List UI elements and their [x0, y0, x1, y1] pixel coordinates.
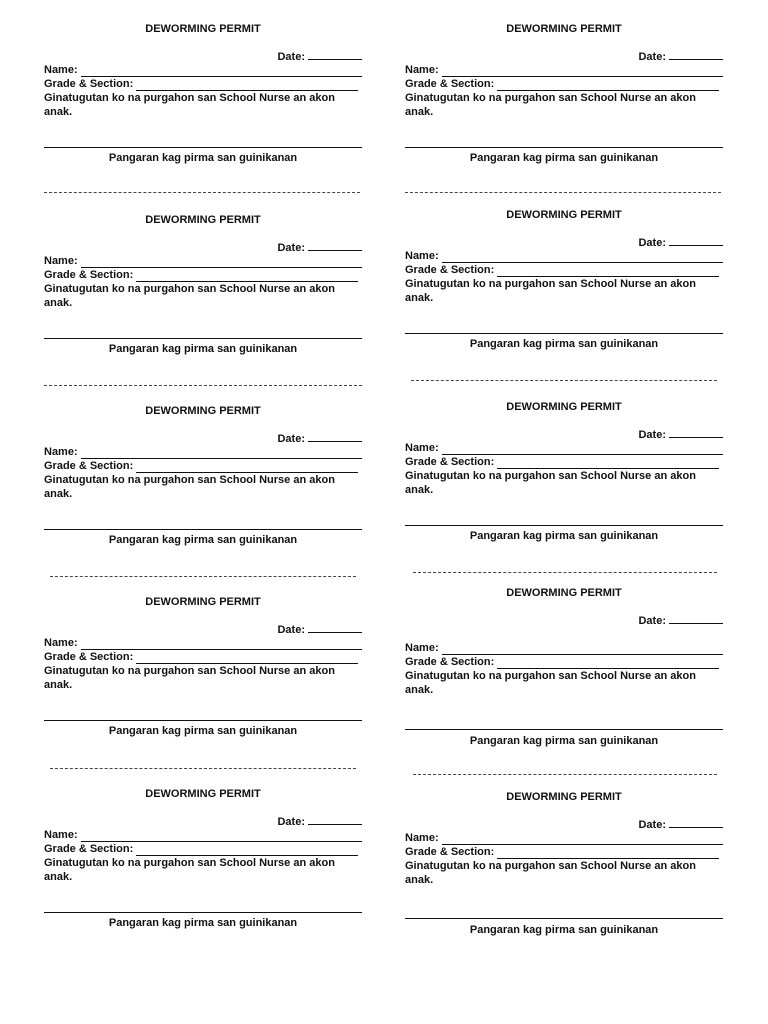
date-label: Date:	[638, 237, 666, 249]
grade-section-field	[405, 264, 723, 277]
grade-section-label: Grade & Section:	[405, 78, 495, 90]
consent-statement: Ginatugutan ko na purgahon san School Nurse an akon anak.	[405, 670, 696, 696]
signature-line[interactable]	[405, 147, 723, 148]
cut-line	[411, 380, 717, 381]
name-blank[interactable]	[442, 67, 723, 77]
name-label: Name:	[405, 250, 439, 262]
grade-section-blank[interactable]	[497, 659, 719, 669]
signature-label: Pangaran kag pirma san guinikanan	[108, 725, 298, 737]
name-field	[44, 637, 362, 650]
signature-label: Pangaran kag pirma san guinikanan	[108, 917, 298, 929]
consent-statement: Ginatugutan ko na purgahon san School Nurse an akon anak.	[44, 92, 335, 118]
permit-title: DEWORMING PERMIT	[145, 405, 261, 417]
name-blank[interactable]	[442, 253, 723, 263]
date-blank[interactable]	[669, 50, 723, 60]
grade-section-blank[interactable]	[497, 459, 719, 469]
deworming-permit-slip	[44, 214, 362, 374]
grade-section-field	[44, 651, 362, 664]
permit-title: DEWORMING PERMIT	[506, 791, 622, 803]
signature-label: Pangaran kag pirma san guinikanan	[108, 534, 298, 546]
date-blank[interactable]	[669, 614, 723, 624]
signature-label: Pangaran kag pirma san guinikanan	[469, 924, 659, 936]
name-field	[44, 829, 362, 842]
grade-section-label: Grade & Section:	[44, 651, 134, 663]
grade-section-blank[interactable]	[136, 81, 358, 91]
date-label: Date:	[277, 51, 305, 63]
date-blank[interactable]	[669, 236, 723, 246]
deworming-permit-slip	[405, 791, 723, 951]
grade-section-blank[interactable]	[497, 849, 719, 859]
date-label: Date:	[638, 819, 666, 831]
name-blank[interactable]	[81, 640, 362, 650]
deworming-permit-slip	[405, 23, 723, 183]
name-blank[interactable]	[81, 67, 362, 77]
signature-label: Pangaran kag pirma san guinikanan	[469, 152, 659, 164]
signature-label: Pangaran kag pirma san guinikanan	[469, 530, 659, 542]
grade-section-blank[interactable]	[136, 463, 358, 473]
date-field	[277, 815, 362, 829]
consent-statement: Ginatugutan ko na purgahon san School Nurse an akon anak.	[405, 470, 696, 496]
cut-line	[413, 774, 717, 775]
permit-title: DEWORMING PERMIT	[145, 23, 261, 35]
signature-line[interactable]	[44, 912, 362, 913]
name-blank[interactable]	[81, 449, 362, 459]
grade-section-field	[44, 78, 362, 91]
name-blank[interactable]	[442, 645, 723, 655]
grade-section-blank[interactable]	[136, 272, 358, 282]
name-field	[44, 446, 362, 459]
name-field	[405, 442, 723, 455]
deworming-permit-slip	[405, 401, 723, 561]
name-field	[405, 250, 723, 263]
date-blank[interactable]	[669, 818, 723, 828]
name-label: Name:	[405, 64, 439, 76]
deworming-permit-slip	[44, 788, 362, 948]
signature-line[interactable]	[405, 918, 723, 919]
name-label: Name:	[44, 637, 78, 649]
grade-section-label: Grade & Section:	[405, 656, 495, 668]
grade-section-field	[44, 843, 362, 856]
date-label: Date:	[277, 242, 305, 254]
cut-line	[50, 576, 356, 577]
cut-line	[44, 192, 360, 193]
date-blank[interactable]	[669, 428, 723, 438]
date-field	[638, 50, 723, 64]
signature-line[interactable]	[405, 729, 723, 730]
date-label: Date:	[638, 429, 666, 441]
grade-section-blank[interactable]	[497, 81, 719, 91]
signature-line[interactable]	[44, 338, 362, 339]
grade-section-blank[interactable]	[136, 846, 358, 856]
date-blank[interactable]	[308, 815, 362, 825]
grade-section-blank[interactable]	[136, 654, 358, 664]
date-label: Date:	[277, 624, 305, 636]
date-blank[interactable]	[308, 432, 362, 442]
name-label: Name:	[44, 829, 78, 841]
name-field	[405, 642, 723, 655]
permit-title: DEWORMING PERMIT	[506, 587, 622, 599]
signature-line[interactable]	[44, 720, 362, 721]
permit-title: DEWORMING PERMIT	[145, 596, 261, 608]
signature-line[interactable]	[44, 529, 362, 530]
deworming-permit-slip	[44, 405, 362, 565]
consent-statement: Ginatugutan ko na purgahon san School Nurse an akon anak.	[405, 860, 696, 886]
consent-statement: Ginatugutan ko na purgahon san School Nurse an akon anak.	[405, 278, 696, 304]
name-field	[405, 832, 723, 845]
date-label: Date:	[638, 615, 666, 627]
grade-section-label: Grade & Section:	[405, 456, 495, 468]
grade-section-blank[interactable]	[497, 267, 719, 277]
deworming-permit-slip	[405, 209, 723, 369]
signature-label: Pangaran kag pirma san guinikanan	[108, 152, 298, 164]
deworming-permit-slip	[44, 596, 362, 756]
grade-section-label: Grade & Section:	[44, 843, 134, 855]
consent-statement: Ginatugutan ko na purgahon san School Nurse an akon anak.	[405, 92, 696, 118]
signature-label: Pangaran kag pirma san guinikanan	[108, 343, 298, 355]
name-blank[interactable]	[442, 445, 723, 455]
grade-section-field	[405, 656, 723, 669]
permit-title: DEWORMING PERMIT	[506, 401, 622, 413]
name-label: Name:	[405, 832, 439, 844]
name-blank[interactable]	[81, 832, 362, 842]
cut-line	[44, 385, 362, 386]
deworming-permit-slip	[44, 23, 362, 183]
date-field	[638, 818, 723, 832]
name-label: Name:	[405, 442, 439, 454]
grade-section-field	[405, 456, 723, 469]
grade-section-field	[405, 846, 723, 859]
cut-line	[413, 572, 717, 573]
permit-title: DEWORMING PERMIT	[145, 214, 261, 226]
grade-section-field	[405, 78, 723, 91]
date-label: Date:	[277, 433, 305, 445]
permit-title: DEWORMING PERMIT	[506, 23, 622, 35]
signature-line[interactable]	[44, 147, 362, 148]
grade-section-label: Grade & Section:	[405, 264, 495, 276]
name-label: Name:	[405, 642, 439, 654]
name-label: Name:	[44, 255, 78, 267]
date-field	[277, 241, 362, 255]
name-field	[405, 64, 723, 77]
date-blank[interactable]	[308, 623, 362, 633]
grade-section-label: Grade & Section:	[44, 78, 134, 90]
grade-section-label: Grade & Section:	[44, 460, 134, 472]
signature-line[interactable]	[405, 333, 723, 334]
permit-title: DEWORMING PERMIT	[506, 209, 622, 221]
name-blank[interactable]	[442, 835, 723, 845]
date-blank[interactable]	[308, 241, 362, 251]
date-blank[interactable]	[308, 50, 362, 60]
date-label: Date:	[638, 51, 666, 63]
deworming-permit-slip	[405, 587, 723, 747]
date-field	[638, 236, 723, 250]
name-label: Name:	[44, 64, 78, 76]
name-label: Name:	[44, 446, 78, 458]
signature-label: Pangaran kag pirma san guinikanan	[469, 338, 659, 350]
date-field	[277, 50, 362, 64]
signature-line[interactable]	[405, 525, 723, 526]
date-field	[638, 428, 723, 442]
date-field	[277, 623, 362, 637]
cut-line	[405, 192, 721, 193]
date-field	[638, 614, 723, 628]
consent-statement: Ginatugutan ko na purgahon san School Nurse an akon anak.	[44, 474, 335, 500]
name-blank[interactable]	[81, 258, 362, 268]
signature-label: Pangaran kag pirma san guinikanan	[469, 735, 659, 747]
name-field	[44, 255, 362, 268]
grade-section-field	[44, 269, 362, 282]
grade-section-label: Grade & Section:	[44, 269, 134, 281]
grade-section-field	[44, 460, 362, 473]
cut-line	[50, 768, 356, 769]
consent-statement: Ginatugutan ko na purgahon san School Nurse an akon anak.	[44, 665, 335, 691]
grade-section-label: Grade & Section:	[405, 846, 495, 858]
permit-title: DEWORMING PERMIT	[145, 788, 261, 800]
name-field	[44, 64, 362, 77]
consent-statement: Ginatugutan ko na purgahon san School Nurse an akon anak.	[44, 283, 335, 309]
date-label: Date:	[277, 816, 305, 828]
date-field	[277, 432, 362, 446]
consent-statement: Ginatugutan ko na purgahon san School Nurse an akon anak.	[44, 857, 335, 883]
